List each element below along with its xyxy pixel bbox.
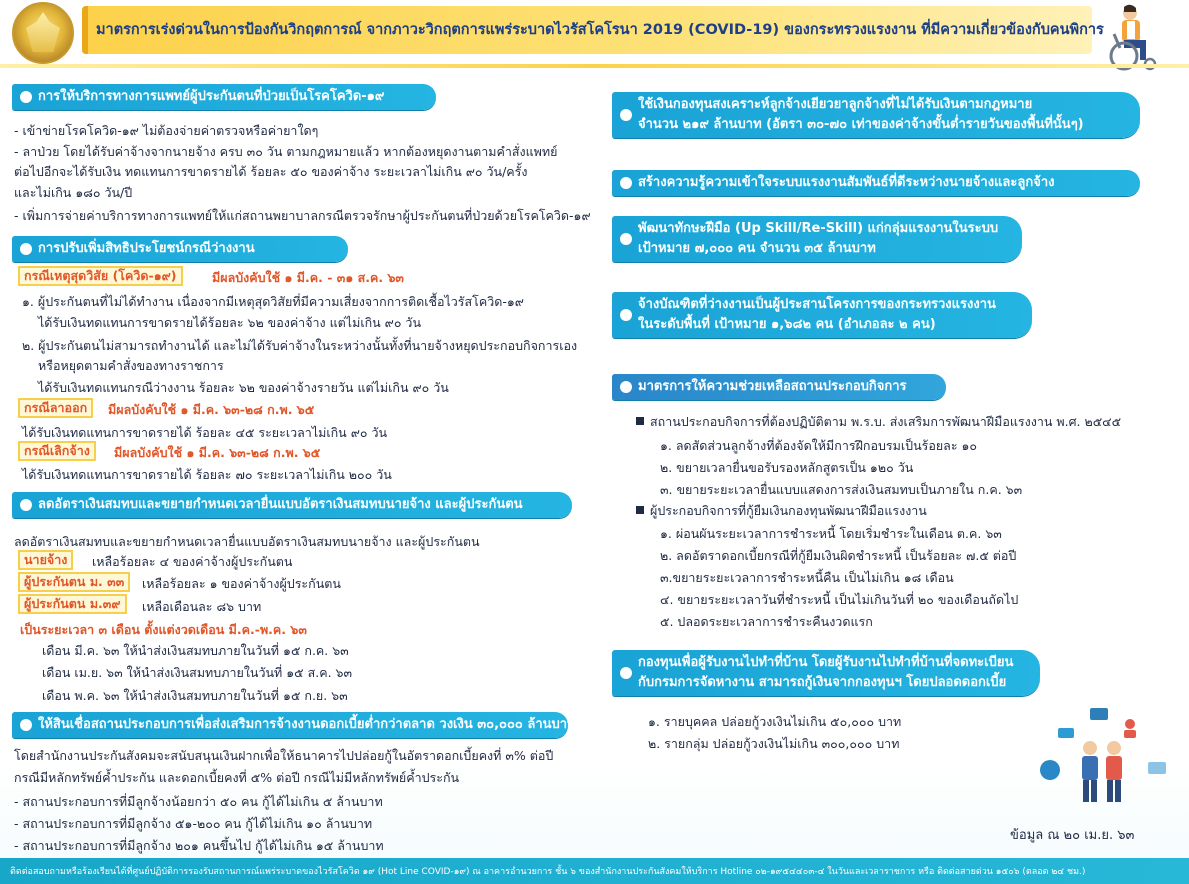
section-homeworker-fund xyxy=(612,650,1040,696)
unemployment-line: ได้รับเงินทดแทนกรณีว่างงาน ร้อยละ ๖๒ ของค่าจ้างรายวัน แต่ไม่เกิน ๙๐ วัน xyxy=(38,380,449,395)
square-bullet-icon xyxy=(636,417,644,425)
business-item: ๓. ขยายระยะเวลายื่นแบบแสดงการส่งเงินสมทบเป็นภายใน ก.ค. ๖๓ xyxy=(660,482,1023,497)
unemployment-line: ได้รับเงินทดแทนการขาดรายได้ร้อยละ ๖๒ ของค่าจ้าง แต่ไม่เกิน ๙๐ วัน xyxy=(38,315,421,330)
unemployment-line: ๒. ผู้ประกันตนไม่สามารถทำงานได้ และไม่ได้รับค่าจ้างในระหว่างนั้นทั้งที่นายจ้างหยุดประกอบกิจการเอง xyxy=(22,338,578,353)
contribution-rate: เหลือเดือนละ ๘๖ บาท xyxy=(142,599,262,614)
medical-line: และไม่เกิน ๑๘๐ วัน/ปี xyxy=(14,185,133,200)
chat-icon xyxy=(1090,708,1108,720)
bullet-icon xyxy=(20,499,32,511)
case-effective-date: มีผลบังคับใช้ ๑ มี.ค. ๖๓-๒๘ ก.พ. ๖๕ xyxy=(114,445,321,460)
section-business-assistance xyxy=(612,374,946,400)
envelope-icon xyxy=(1058,728,1074,738)
unemployment-line: ได้รับเงินทดแทนการขาดรายได้ ร้อยละ ๔๕ ระยะเวลาไม่เกิน ๙๐ วัน xyxy=(22,425,388,440)
mail-icon xyxy=(1148,762,1166,774)
section-title-text: ลดอัตราเงินสมทบและขยายกำหนดเวลายื่นแบบอัตราเงินสมทบนายจ้าง และผู้ประกันตน xyxy=(38,497,523,512)
section-title-text: เป้าหมาย ๗,๐๐๐ คน จำนวน ๓๕ ล้านบาท xyxy=(638,241,876,256)
section-upskill xyxy=(612,216,1022,262)
section-title-text: ในระดับพื้นที่ เป้าหมาย ๑,๖๘๒ คน (อำเภอละ ๒ คน) xyxy=(638,317,936,332)
case-force-majeure-tag: กรณีเหตุสุดวิสัย (โควิด-๑๙) xyxy=(18,266,183,286)
business-item: ๒. ลดอัตราดอกเบี้ยกรณีที่กู้ยืมเงินผิดชำระหนี้ เป็นร้อยละ ๗.๕ ต่อปี xyxy=(660,548,1017,563)
loan-line: กรณีมีหลักทรัพย์ค้ำประกัน และดอกเบี้ยคงที่ ๕% ต่อปี กรณีไม่มีหลักทรัพย์ค้ำประกัน xyxy=(14,770,460,785)
footer-contact-text: ติดต่อสอบถามหรือร้องเรียนได้ที่ศูนย์ปฏิบัติการรองรับสถานการณ์แพร่ระบาดของไวรัสโควิด ๑๙ (Hot Line COVID-๑๙) ณ อาคารอำนวยการ ชั้น ๖ ของสำนักงานประกันสังคมให้บริการ Hotline ๐๒-๑๙๕๔๔๐๓-๔ ในวันและเวลาราชการ หรือ ติดต่อสายด่วน ๑๕๐๖ (ตลอด ๒๔ ชม.) xyxy=(10,867,1086,877)
medical-line: - ลาป่วย โดยได้รับค่าจ้างจากนายจ้าง ครบ ๓๐ วัน ตามกฎหมายแล้ว หากต้องหยุดงานตามคำสั่งแพทย์ xyxy=(14,144,558,159)
insured-m33-tag: ผู้ประกันตน ม. ๓๓ xyxy=(18,572,130,592)
contribution-month: เดือน พ.ค. ๖๓ ให้นำส่งเงินสมทบภายในวันที่ ๑๕ ก.ย. ๖๓ xyxy=(42,688,348,703)
section-title-text: กับกรมการจัดหางาน สามารถกู้เงินจากกองทุนฯ โดยปลอดดอกเบี้ย xyxy=(638,675,1007,690)
loan-line: - สถานประกอบการที่มีลูกจ้างน้อยกว่า ๕๐ คน กู้ได้ไม่เกิน ๕ ล้านบาท xyxy=(14,794,383,809)
case-dismissal-tag: กรณีเลิกจ้าง xyxy=(18,441,96,461)
medical-line: ต่อไปอีกจะได้รับเงิน ทดแทนการขาดรายได้ ร้อยละ ๕๐ ของค่าจ้าง ระยะเวลาไม่เกิน ๙๐ วัน/ครั้ง xyxy=(14,164,528,179)
medical-line: - เข้าข่ายโรคโควิด-๑๙ ไม่ต้องจ่ายค่าตรวจหรือค่ายาใดๆ xyxy=(14,123,319,138)
section-unemployment-title xyxy=(12,236,348,262)
case-effective-date: มีผลบังคับใช้ ๑ มี.ค. - ๓๑ ส.ค. ๖๓ xyxy=(212,270,404,285)
unemployment-line: ๑. ผู้ประกันตนที่ไม่ได้ทำงาน เนื่องจากมีเหตุสุดวิสัยที่มีความเสี่ยงจากการติดเชื้อไวรัสโควิด-๑๙ xyxy=(22,294,524,309)
section-title-text: มาตรการให้ความช่วยเหลือสถานประกอบกิจการ xyxy=(638,379,907,394)
bullet-icon xyxy=(20,243,32,255)
bullet-icon xyxy=(620,109,632,121)
contribution-period: เป็นระยะเวลา ๓ เดือน ตั้งแต่งวดเดือน มี.ค.-พ.ค. ๖๓ xyxy=(20,622,307,637)
contribution-intro: ลดอัตราเงินสมทบและขยายกำหนดเวลายื่นแบบอัตราเงินสมทบนายจ้าง และผู้ประกันตน xyxy=(14,534,480,549)
bullet-icon xyxy=(20,719,32,731)
section-medical-title xyxy=(12,84,436,110)
section-graduate-hiring xyxy=(612,292,1032,338)
bullet-icon xyxy=(20,91,32,103)
section-employee-welfare-fund xyxy=(612,92,1140,138)
business-item: ๕. ปลอดระยะเวลาการชำระคืนงวดแรก xyxy=(660,614,873,629)
bullet-icon xyxy=(620,381,632,393)
case-resign-tag: กรณีลาออก xyxy=(18,398,93,418)
contribution-month: เดือน เม.ย. ๖๓ ให้นำส่งเงินสมทบภายในวันที่ ๑๕ ส.ค. ๖๓ xyxy=(42,665,352,680)
loan-line: - สถานประกอบการที่มีลูกจ้าง ๕๑-๒๐๐ คน กู้ได้ไม่เกิน ๑๐ ล้านบาท xyxy=(14,816,373,831)
unemployment-line: ได้รับเงินทดแทนการขาดรายได้ ร้อยละ ๗๐ ระยะเวลาไม่เกิน ๒๐๐ วัน xyxy=(22,467,392,482)
section-title-text: การให้บริการทางการแพทย์ผู้ประกันตนที่ป่วยเป็นโรคโควิด-๑๙ xyxy=(38,89,385,104)
contribution-month: เดือน มี.ค. ๖๓ ให้นำส่งเงินสมทบภายในวันที่ ๑๕ ก.ค. ๖๓ xyxy=(42,643,349,658)
globe-icon xyxy=(1040,760,1060,780)
section-title-text: การปรับเพิ่มสิทธิประโยชน์กรณีว่างงาน xyxy=(38,241,255,256)
wheelchair-user-icon xyxy=(1094,4,1160,72)
header xyxy=(0,0,1189,66)
header-rule xyxy=(0,64,1189,68)
business-group-heading: ผู้ประกอบกิจการที่กู้ยืมเงินกองทุนพัฒนาฝีมือแรงงาน xyxy=(650,503,927,518)
bullet-icon xyxy=(620,233,632,245)
business-group-heading: สถานประกอบกิจการที่ต้องปฏิบัติตาม พ.ร.บ. ส่งเสริมการพัฒนาฝีมือแรงงาน พ.ศ. ๒๕๔๕ xyxy=(650,414,1122,429)
contribution-rate: เหลือร้อยละ ๔ ของค่าจ้างผู้ประกันตน xyxy=(92,554,293,569)
homeworker-loan-item: ๑. รายบุคคล ปล่อยกู้วงเงินไม่เกิน ๕๐,๐๐๐ บาท xyxy=(648,714,902,729)
business-item: ๒. ขยายเวลายื่นขอรับรองหลักสูตรเป็น ๑๒๐ วัน xyxy=(660,460,914,475)
business-item: ๔. ขยายระยะเวลาวันที่ชำระหนี้ เป็นไม่เกินวันที่ ๒๐ ของเดือนถัดไป xyxy=(660,592,1019,607)
case-effective-date: มีผลบังคับใช้ ๑ มี.ค. ๖๓-๒๘ ก.พ. ๖๕ xyxy=(108,402,315,417)
loan-line: - สถานประกอบการที่มีลูกจ้าง ๒๐๑ คนขึ้นไป กู้ได้ไม่เกิน ๑๕ ล้านบาท xyxy=(14,838,384,853)
section-labour-relations xyxy=(612,170,1140,196)
contribution-rate: เหลือร้อยละ ๑ ของค่าจ้างผู้ประกันตน xyxy=(142,576,341,591)
employer-tag: นายจ้าง xyxy=(18,550,73,570)
workers-illustration-icon xyxy=(1030,700,1180,810)
section-title-text: พัฒนาทักษะฝีมือ (Up Skill/Re-Skill) แก่กลุ่มแรงงานในระบบ xyxy=(638,221,999,236)
section-loan-title xyxy=(12,712,576,738)
section-contribution-title xyxy=(12,492,572,518)
business-item: ๑. ลดสัดส่วนลูกจ้างที่ต้องจัดให้มีการฝึกอบรมเป็นร้อยละ ๑๐ xyxy=(660,438,978,453)
section-title-text: จ้างบัณฑิตที่ว่างงานเป็นผู้ประสานโครงการของกระทรวงแรงงาน xyxy=(638,297,996,312)
section-title-text: ใช้เงินกองทุนสงเคราะห์ลูกจ้างเยียวยาลูกจ้างที่ไม่ได้รับเงินตามกฎหมาย xyxy=(638,97,1033,112)
section-title-text: กองทุนเพื่อผู้รับงานไปทำที่บ้าน โดยผู้รับงานไปทำที่บ้านที่จดทะเบียน xyxy=(638,655,1014,670)
bullet-icon xyxy=(620,309,632,321)
section-title-text: ให้สินเชื่อสถานประกอบการเพื่อส่งเสริมการจ้างงานดอกเบี้ยต่ำกว่าตลาด วงเงิน ๓๐,๐๐๐ ล้านบาท xyxy=(38,717,576,732)
footer-bar xyxy=(0,858,1189,884)
loan-line: โดยสำนักงานประกันสังคมจะสนับสนุนเงินฝากเพื่อให้ธนาคารไปปล่อยกู้ในอัตราดอกเบี้ยคงที่ ๓% ต่อปี xyxy=(14,748,554,763)
data-as-of-date: ข้อมูล ณ ๒๐ เม.ย. ๖๓ xyxy=(1010,828,1135,843)
bullet-icon xyxy=(620,177,632,189)
bullet-icon xyxy=(620,667,632,679)
business-item: ๓.ขยายระยะเวลาการชำระหนี้คืน เป็นไม่เกิน ๑๘ เดือน xyxy=(660,570,954,585)
homeworker-loan-item: ๒. รายกลุ่ม ปล่อยกู้วงเงินไม่เกิน ๓๐๐,๐๐๐ บาท xyxy=(648,736,900,751)
business-item: ๑. ผ่อนผันระยะเวลาการชำระหนี้ โดยเริ่มชำระในเดือน ต.ค. ๖๓ xyxy=(660,526,1002,541)
ministry-seal-icon xyxy=(12,2,74,64)
section-title-text: จำนวน ๒๑๙ ล้านบาท (อัตรา ๓๐-๗๐ เท่าของค่าจ้างขั้นต่ำรายวันของพื้นที่นั้นๆ) xyxy=(638,117,1084,132)
insured-m39-tag: ผู้ประกันตน ม.๓๙ xyxy=(18,594,127,614)
section-title-text: สร้างความรู้ความเข้าใจระบบแรงงานสัมพันธ์ที่ดีระหว่างนายจ้างและลูกจ้าง xyxy=(638,175,1055,190)
medical-line: - เพิ่มการจ่ายค่าบริการทางการแพทย์ให้แก่สถานพยาบาลกรณีตรวจรักษาผู้ประกันตนที่ป่วยด้วยโรคโควิด-๑๙ xyxy=(14,208,591,223)
unemployment-line: หรือหยุดตามคำสั่งของทางราชการ xyxy=(38,358,224,373)
square-bullet-icon xyxy=(636,506,644,514)
page-title: มาตรการเร่งด่วนในการป้องกันวิกฤตการณ์ จากภาวะวิกฤตการแพร่ระบาดไวรัสโคโรนา 2019 (COVID-19) ของกระทรวงแรงงาน ที่มีความเกี่ยวข้องกับคนพิการ xyxy=(96,22,1104,38)
person-icon xyxy=(1125,719,1135,729)
